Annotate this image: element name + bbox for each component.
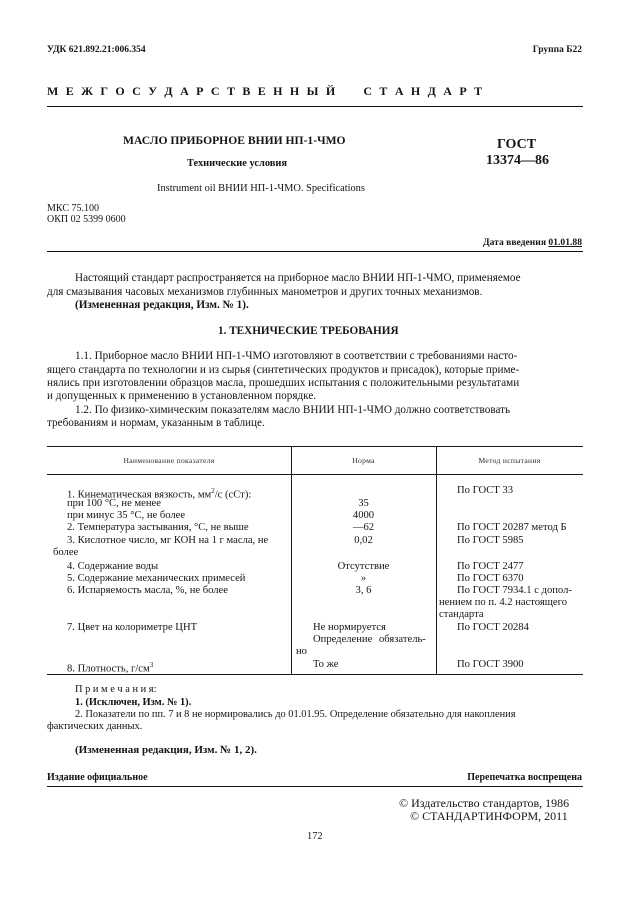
row-1a-name: при 100 °С, не менее — [67, 498, 161, 509]
row-2-name: 2. Температура застывания, °С, не выше — [67, 522, 249, 533]
row-2-method: По ГОСТ 20287 метод Б — [457, 522, 567, 533]
intro-line-1: Настоящий стандарт распространяется на приборное масло ВНИИ НП-1-ЧМО, применяемое — [75, 272, 521, 284]
notes-heading: П р и м е ч а н и я: — [75, 684, 157, 695]
row-3-method: По ГОСТ 5985 — [457, 535, 524, 546]
row-8-name: 8. Плотность, $г/см^3$ — [67, 661, 154, 675]
row-2-norm: —62 — [352, 522, 375, 533]
col-header-indicator: Наименование показателя — [123, 456, 215, 465]
row-5-method: По ГОСТ 6370 — [457, 573, 524, 584]
row-8-method: По ГОСТ 3900 — [457, 659, 524, 670]
col-header-norm: Норма — [352, 456, 375, 465]
para-1-2-line-1: 1.2. По физико-химическим показателям масло ВНИИ НП-1-ЧМО должно соответствовать — [75, 404, 511, 416]
row-8-norm: То же — [313, 659, 339, 670]
page-number: 172 — [307, 831, 323, 842]
table-divider-2 — [436, 446, 437, 674]
intro-date — [483, 237, 582, 248]
intro-line-2: для смазывания часовых механизмов глубинных манометров и других точных механизмов. — [47, 286, 483, 298]
para-1-1-line-1: 1.1. Приборное масло ВНИИ НП-1-ЧМО изготовляют в соответствии с требованиями насто- — [75, 350, 518, 362]
group-code: Группа Б22 — [532, 45, 582, 55]
section-1-heading: 1. ТЕХНИЧЕСКИЕ ТРЕБОВАНИЯ — [218, 325, 399, 337]
row-1a-norm: 35 — [358, 498, 369, 509]
copyright-1986: © Издательство стандартов, 1986 — [399, 796, 570, 810]
note-1: 1. (Исключен, Изм. № 1). — [75, 697, 192, 708]
row-6-method: По ГОСТ 7934.1 с допол- — [457, 585, 572, 596]
table-header-rule — [47, 474, 583, 475]
row-1b-name: при минус 35 °С, не более — [67, 510, 186, 521]
reprint-prohibited: Перепечатка воспрещена — [467, 772, 582, 783]
footer-rule — [47, 786, 583, 787]
row-3-name: 3. Кислотное число, мг КОН на 1 г масла, не — [67, 535, 269, 546]
row-5-norm: » — [360, 573, 367, 584]
row-3-name-cont: более — [53, 547, 79, 558]
row-1-name: 1. Кинематическая вязкость, $мм^2/с$ (сСт): — [67, 487, 252, 501]
udk-code: УДК 621.892.21:006.354 — [47, 45, 146, 55]
table-bottom-rule — [47, 674, 583, 675]
gost-label: ГОСТ — [497, 137, 537, 152]
para-1-1-line-2: ящего стандарта по технологии и из сырья (синтетических продуктов и присадок), которые приме- — [47, 364, 520, 376]
row-5-name: 5. Содержание механических примесей — [67, 573, 246, 584]
row-6-method-cont-2: стандарта — [439, 609, 484, 620]
row-6-method-cont-1: нением по п. 4.2 настоящего — [439, 597, 568, 608]
mks-code: МКС 75.100 — [47, 203, 99, 214]
document-title: МАСЛО ПРИБОРНОЕ ВНИИ НП-1-ЧМО — [123, 134, 346, 147]
row-7-name: 7. Цвет на колориметре ЦНТ — [67, 622, 198, 633]
interstate-standard-banner: М Е Ж Г О С У Д А Р С Т В Е Н Н Ы Й С Т А Н Д А Р Т — [47, 84, 485, 98]
english-title: Instrument oil ВНИИ НП-1-ЧМО. Specifications — [157, 183, 365, 194]
row-3-norm: 0,02 — [354, 535, 373, 546]
row-6-norm: 3, 6 — [355, 585, 372, 596]
row-7-norm: Не нормируется — [313, 622, 386, 633]
row-7-norm-cont-2: но — [296, 646, 307, 657]
row-1-method: По ГОСТ 33 — [457, 485, 514, 496]
note-2-line-2: фактических данных. — [47, 721, 143, 732]
row-7-method: По ГОСТ 20284 — [457, 622, 529, 633]
okp-code: ОКП 02 5399 0600 — [47, 214, 126, 225]
table-top-rule — [47, 446, 583, 447]
para-1-1-line-3: нялись при изготовлении образцов масла, прошедших испытания с положительными результатами — [47, 377, 520, 389]
copyright-2011: © СТАНДАРТИНФОРМ, 2011 — [410, 809, 568, 823]
para-1-1-line-4: и допущенных к применению в установленном порядке. — [47, 390, 317, 402]
table-divider-1 — [291, 446, 292, 674]
col-header-method: Метод испытания — [478, 456, 541, 465]
gost-number: 13374—86 — [486, 153, 549, 168]
para-1-2-line-2: требованиям и нормам, указанным в таблице. — [47, 417, 265, 429]
official-edition: Издание официальное — [47, 772, 148, 783]
banner-rule — [47, 106, 583, 107]
document-subtitle: Технические условия — [187, 158, 287, 169]
intro-date-label: Дата введения — [482, 237, 547, 248]
note-2-line-1: 2. Показатели по пп. 7 и 8 не нормировались до 01.01.95. Определение обязательно для накопления — [75, 709, 516, 720]
row-1b-norm: 4000 — [352, 510, 375, 521]
notes-amendment: (Измененная редакция, Изм. № 1, 2). — [75, 744, 257, 756]
row-4-method: По ГОСТ 2477 — [457, 561, 524, 572]
row-4-name: 4. Содержание воды — [67, 561, 159, 572]
intro-date-value: 01.01.88 — [548, 237, 582, 248]
date-rule — [47, 251, 583, 252]
row-7-norm-cont-1: Определение обязатель- — [313, 634, 426, 645]
intro-amendment: (Измененная редакция, Изм. № 1). — [75, 299, 249, 311]
row-6-name: 6. Испаряемость масла, %, не более — [67, 585, 228, 596]
row-4-norm: Отсутствие — [337, 561, 390, 572]
